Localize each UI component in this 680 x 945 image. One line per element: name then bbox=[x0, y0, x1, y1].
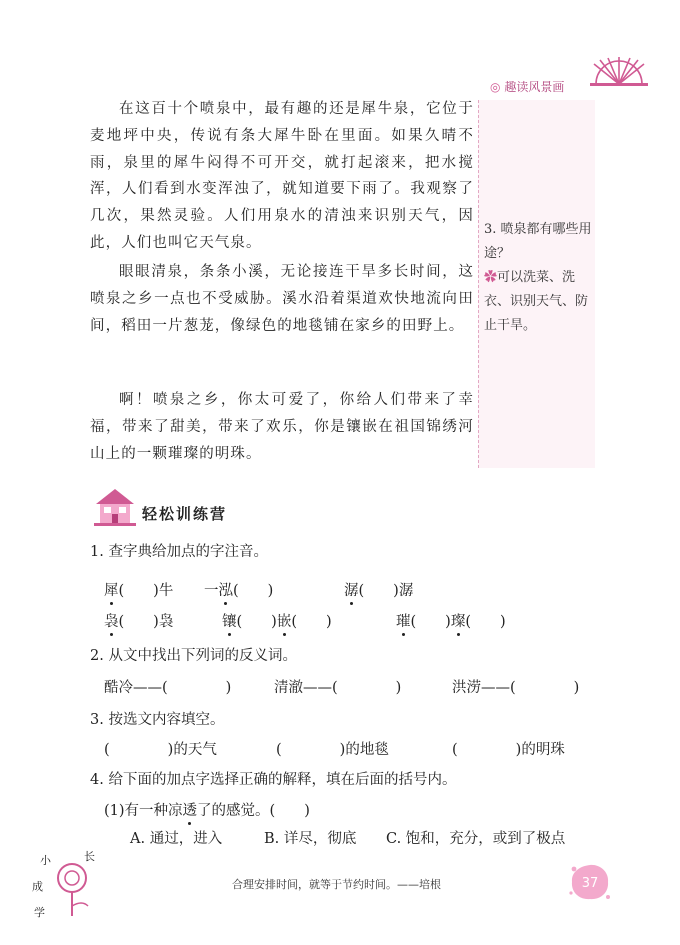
logo-char: 成 bbox=[32, 880, 43, 893]
q1-row-2 bbox=[104, 610, 544, 630]
side-note-question: 3. 喷泉都有哪些用途？ bbox=[484, 222, 592, 261]
passage-paragraph-2: 眼眼清泉，条条小溪，无论接连干旱多长时间，这喷泉之乡一点也不受威胁。溪水沿着渠道欢快地流向田间，稻田一片葱茏，像绿色的地毯铺在家乡的田野上。 bbox=[90, 264, 474, 334]
side-note-answer: 可以洗菜、洗衣、识别天气、防止干旱。 bbox=[484, 270, 589, 333]
q1-item[interactable]: 镶( )嵌( ) bbox=[222, 610, 332, 631]
footer-quote: 合理安排时间，就等于节约时间。——培根 bbox=[232, 878, 441, 891]
q3-item[interactable]: ( )的地毯 bbox=[276, 742, 389, 758]
q1-row-1 bbox=[104, 579, 484, 599]
growth-logo-icon bbox=[30, 850, 100, 920]
page-number-badge bbox=[568, 862, 612, 902]
page-number: 37 bbox=[581, 876, 599, 891]
q3-item[interactable]: ( )的天气 bbox=[104, 742, 217, 758]
passage-paragraph-3: 啊！喷泉之乡，你太可爱了，你给人们带来了幸福，带来了甜美，带来了欢乐，你是镶嵌在祖国锦绣河山上的一颗璀璨的明珠。 bbox=[90, 392, 474, 462]
logo-char: 小 bbox=[40, 854, 51, 867]
q1-item[interactable]: 璀( )璨( ) bbox=[396, 610, 506, 631]
q2-title: 2. 从文中找出下列词的反义词。 bbox=[90, 648, 297, 664]
swirl-icon: ◎ bbox=[490, 80, 501, 94]
q1-item[interactable]: 一泓( ) bbox=[204, 579, 273, 600]
q4-title: 4. 给下面的加点字选择正确的解释，填在后面的括号内。 bbox=[90, 772, 457, 788]
section-title: 轻松训练营 bbox=[142, 505, 228, 523]
q1-item[interactable]: 潺( )潺 bbox=[344, 579, 413, 600]
q4-option-b[interactable]: B. 详尽，彻底 bbox=[264, 831, 357, 847]
q2-item[interactable]: 酷冷——( ) bbox=[104, 680, 232, 696]
q3-items bbox=[104, 738, 584, 758]
q1-item[interactable]: 犀( )牛 bbox=[104, 579, 173, 600]
q3-item[interactable]: ( )的明珠 bbox=[452, 742, 565, 758]
q4-sub1[interactable]: (1)有一种凉透了的感觉。( ) bbox=[104, 799, 310, 820]
q4-options bbox=[130, 827, 590, 847]
q4-option-c[interactable]: C. 饱和，充分，或到了极点 bbox=[386, 831, 566, 847]
logo-char: 学 bbox=[34, 906, 45, 919]
logo-char: 长 bbox=[84, 850, 95, 863]
q1-title: 1. 查字典给加点的字注音。 bbox=[90, 544, 268, 560]
q1-item[interactable]: 袅( )袅 bbox=[104, 610, 173, 631]
house-icon bbox=[94, 486, 136, 526]
q2-item[interactable]: 清澈——( ) bbox=[274, 680, 402, 696]
q2-items bbox=[104, 676, 584, 696]
header-label-text: 趣读风景画 bbox=[504, 80, 565, 94]
q4-option-a[interactable]: A. 通过，进入 bbox=[130, 831, 223, 847]
fan-decoration-icon bbox=[590, 56, 648, 86]
header-label bbox=[490, 78, 564, 95]
side-note bbox=[484, 218, 592, 338]
flower-bullet-icon: ✿ bbox=[484, 270, 498, 285]
q2-item[interactable]: 洪涝——( ) bbox=[452, 680, 580, 696]
q3-title: 3. 按选文内容填空。 bbox=[90, 712, 225, 728]
passage-paragraph-1: 在这百十个喷泉中，最有趣的还是犀牛泉，它位于麦地坪中央，传说有条大犀牛卧在里面。如果久晴不雨，泉里的犀牛闷得不可开交，就打起滚来，把水搅浑，人们看到水变浑浊了，就知道要下雨了。我观察了几次，果然灵验。人们用泉水的清浊来识别天气，因此，人们也叫它天气泉。 bbox=[90, 101, 474, 251]
